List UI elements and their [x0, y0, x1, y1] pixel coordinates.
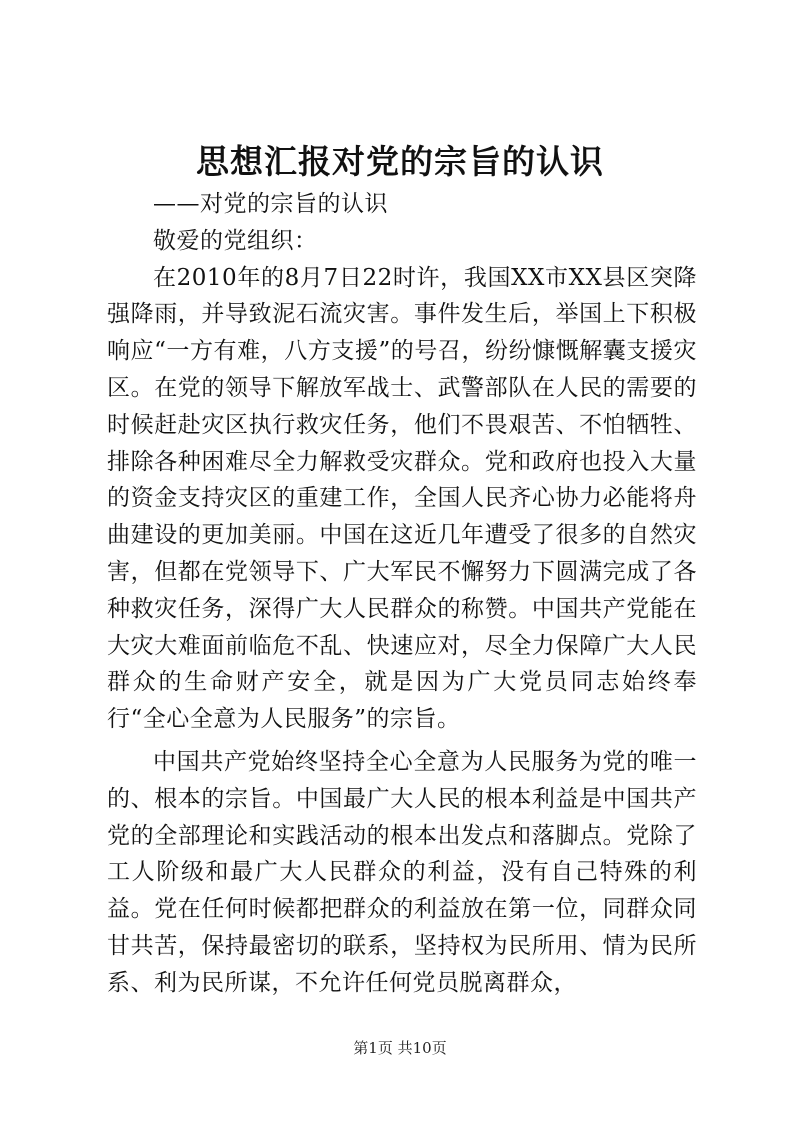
salutation: 敬爱的党组织： [153, 227, 318, 254]
subtitle: ——对党的宗旨的认识 [153, 191, 388, 217]
page-footer [0, 1038, 800, 1058]
paragraph-2: 中国共产党始终坚持全心全意为人民服务为党的唯一的、根本的宗旨。中国最广大人民的根本利益是中国共产党的全部理论和实践活动的根本出发点和落脚点。党除了工人阶级和最广大人民群众的利益，没有自己特殊的利益。党在任何时候都把群众的利益放在第一位，同群众同甘共苦，保持最密切的联系，坚持权为民所用、情为民所系、利为民所谋，不允许任何党员脱离群众， [107, 748, 697, 996]
document-title: 思想汇报对党的宗旨的认识 [196, 142, 604, 181]
paragraph-1: 在2010年的8月7日22时许，我国XX市XX县区突降强降雨，并导致泥石流灾害。事件发生后，举国上下积极响应“一方有难，八方支援”的号召，纷纷慷慨解囊支援灾区。在党的领导下解放军战士、武警部队在人民的需要的时候赶赴灾区执行救灾任务，他们不畏艰苦、不怕牺牲、排除各种困难尽全力解救受灾群众。党和政府也投入大量的资金支持灾区的重建工作，全国人民齐心协力必能将舟曲建设的更加美丽。中国在这近几年遭受了很多的自然灾害，但都在党领导下、广大军民不懈努力下圆满完成了各种救灾任务，深得广大人民群众的称赞。中国共产党能在大灾大难面前临危不乱、快速应对，尽全力保障广大人民群众的生命财产安全，就是因为广大党员同志始终奉行“全心全意为人民服务”的宗旨。 [107, 264, 697, 733]
page-number-label: 第1页 共10页 [353, 1039, 447, 1057]
document-body [107, 186, 697, 1002]
